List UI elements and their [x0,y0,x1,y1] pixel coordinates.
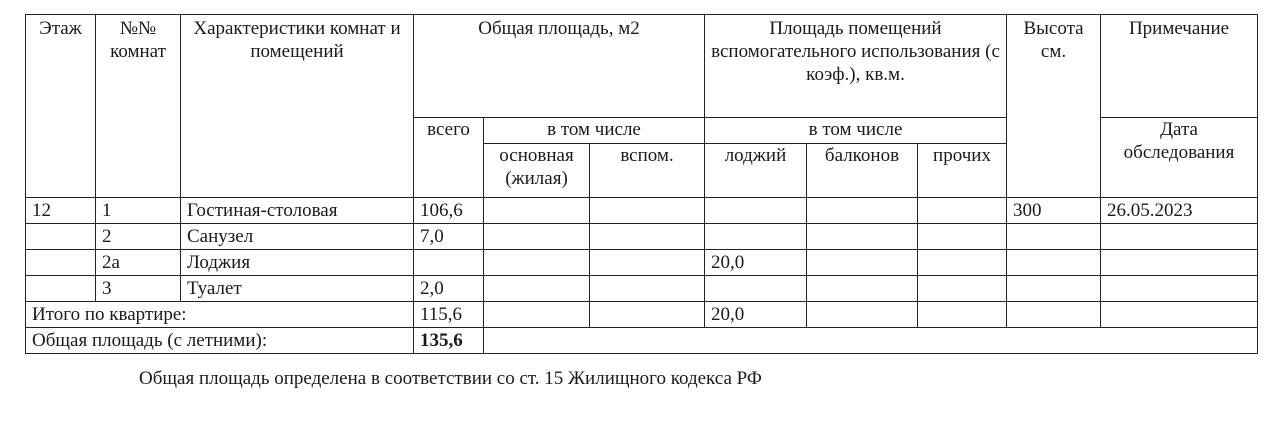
subtotal-other [918,302,1007,328]
cell-room-number: 1 [96,198,181,224]
cell-main [484,250,590,276]
cell-floor [26,250,96,276]
cell-height: 300 [1007,198,1101,224]
table-row [26,276,1258,302]
header-floor: Этаж [26,15,96,198]
header-aux: вспом. [590,144,705,198]
table-row [26,198,1258,224]
table-row [26,224,1258,250]
subtotal-loggia: 20,0 [705,302,807,328]
cell-loggia [705,198,807,224]
cell-balcony [807,198,918,224]
subtotal-height [1007,302,1101,328]
cell-main [484,276,590,302]
cell-floor: 12 [26,198,96,224]
subtotal-balcony [807,302,918,328]
cell-loggia [705,224,807,250]
cell-room-number: 2а [96,250,181,276]
cell-loggia: 20,0 [705,250,807,276]
explication-table [25,14,1258,354]
cell-aux [590,198,705,224]
subtotal-row [26,302,1258,328]
cell-other [918,276,1007,302]
cell-room-number: 2 [96,224,181,250]
grand-total-label: Общая площадь (с летними): [26,328,414,354]
cell-floor [26,224,96,250]
cell-main [484,198,590,224]
subtotal-aux [590,302,705,328]
cell-aux [590,250,705,276]
header-characteristics: Характеристики комнат и помещений [181,15,414,198]
cell-other [918,198,1007,224]
cell-balcony [807,250,918,276]
cell-room-name: Санузел [181,224,414,250]
header-other: прочих [918,144,1007,198]
cell-room-name: Гостиная-столовая [181,198,414,224]
cell-note [1101,224,1258,250]
header-auxiliary-area: Площадь помещений вспомогательного использования (с коэф.), кв.м. [705,15,1007,118]
cell-balcony [807,224,918,250]
cell-balcony [807,276,918,302]
cell-note [1101,250,1258,276]
cell-total: 7,0 [414,224,484,250]
cell-room-name: Лоджия [181,250,414,276]
cell-main [484,224,590,250]
cell-room-name: Туалет [181,276,414,302]
grand-total-row [26,328,1258,354]
header-including-main: в том числе [484,118,705,144]
header-room-number: №№ комнат [96,15,181,198]
table-row [26,250,1258,276]
header-including-aux: в том числе [705,118,1007,144]
cell-height [1007,276,1101,302]
grand-total-empty [484,328,1258,354]
footnote: Общая площадь определена в соответствии со ст. 15 Жилищного кодекса РФ [139,368,762,389]
header-total: всего [414,118,484,198]
header-row-1 [26,15,1258,118]
cell-note: 26.05.2023 [1101,198,1258,224]
grand-total-value: 135,6 [414,328,484,354]
header-note: Примечание [1101,15,1258,118]
subtotal-main [484,302,590,328]
header-survey-date: Дата обследования [1101,118,1258,198]
cell-height [1007,250,1101,276]
header-total-area: Общая площадь, м2 [414,15,705,118]
header-balconies: балконов [807,144,918,198]
cell-loggia [705,276,807,302]
cell-note [1101,276,1258,302]
cell-other [918,224,1007,250]
cell-aux [590,276,705,302]
header-height: Высота см. [1007,15,1101,198]
subtotal-label: Итого по квартире: [26,302,414,328]
cell-total: 2,0 [414,276,484,302]
subtotal-total: 115,6 [414,302,484,328]
header-loggias: лоджий [705,144,807,198]
header-main: основная (жилая) [484,144,590,198]
cell-floor [26,276,96,302]
cell-total: 106,6 [414,198,484,224]
cell-aux [590,224,705,250]
cell-height [1007,224,1101,250]
cell-total [414,250,484,276]
cell-other [918,250,1007,276]
subtotal-note [1101,302,1258,328]
cell-room-number: 3 [96,276,181,302]
